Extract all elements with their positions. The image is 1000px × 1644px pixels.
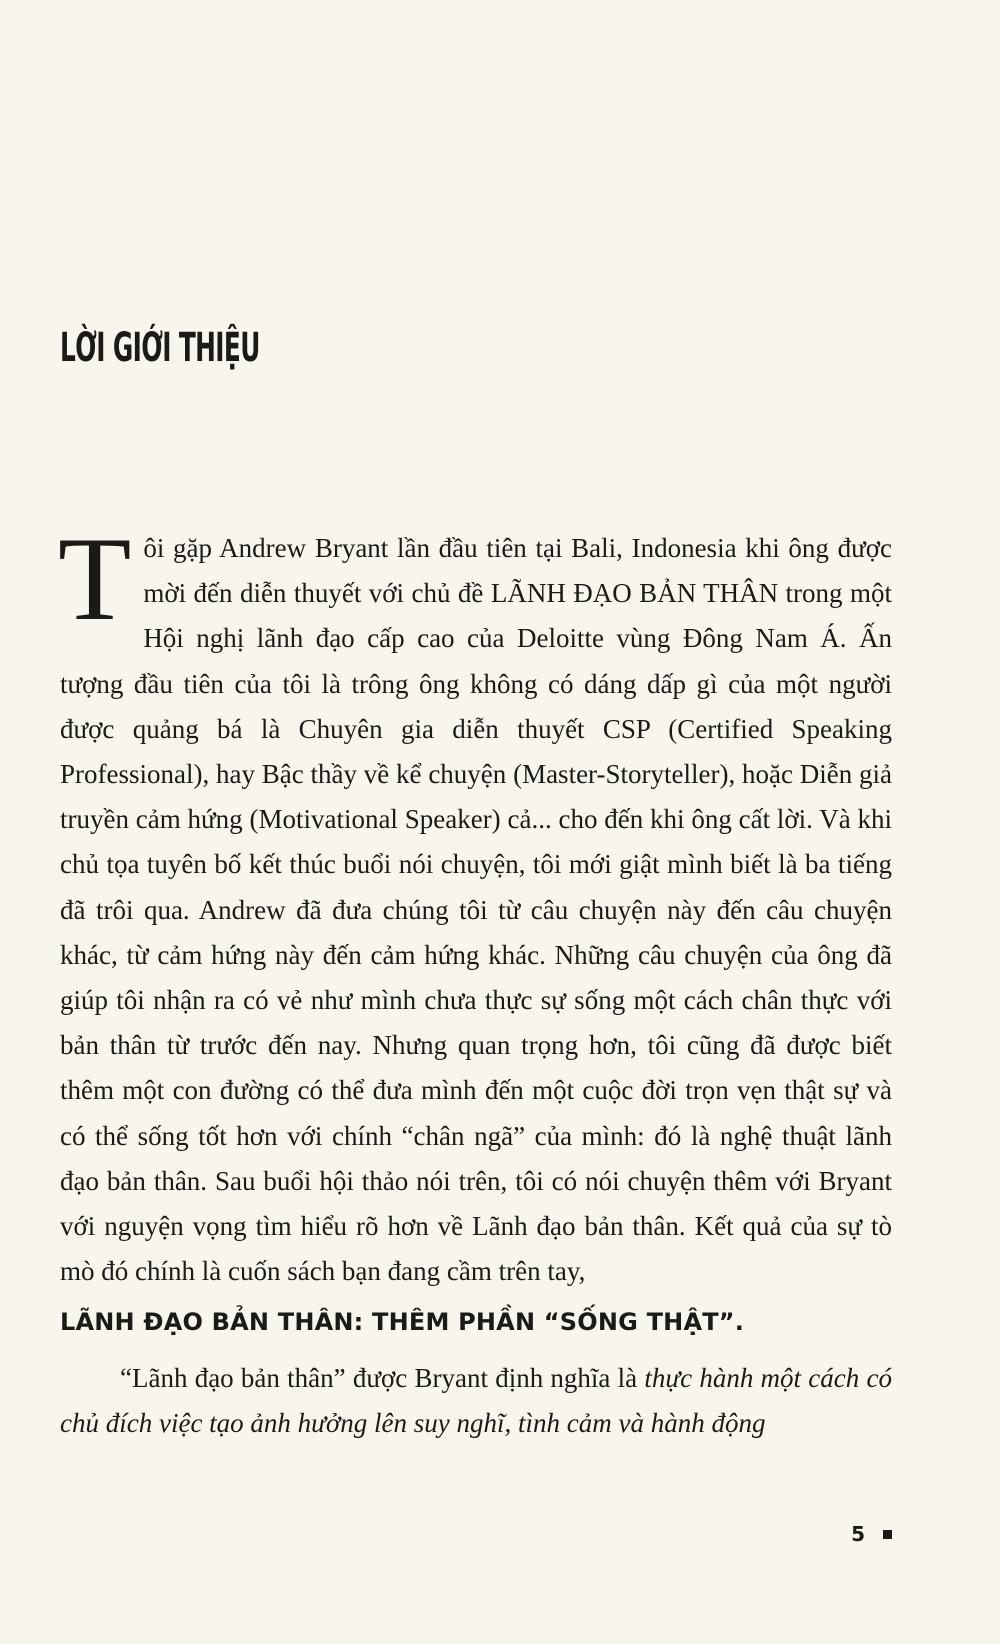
paragraph-2-italic: thực hành một cách có chủ đích việc tạo ảnh hưởng lên suy nghĩ, tình cảm và hành động (60, 1362, 892, 1438)
paragraph-2 (60, 1356, 892, 1446)
book-title-line: LÃNH ĐẠO BẢN THÂN: THÊM PHẦN “SỐNG THẬT”. (60, 1308, 745, 1337)
paragraph-1 (58, 512, 892, 1346)
page-number: 5 (851, 1522, 865, 1546)
body-text (58, 512, 892, 1446)
paragraph-2-lead: “Lãnh đạo bản thân” được Bryant định nghĩa là (120, 1362, 645, 1393)
page-title: LỜI GIỚI THIỆU (60, 324, 260, 371)
drop-cap: T (58, 512, 132, 645)
square-marker-icon (883, 1530, 892, 1539)
paragraph-1-text: ôi gặp Andrew Bryant lần đầu tiên tại Bali, Indonesia khi ông được mời đến diễn thuyết với chủ đề LÃNH ĐẠO BẢN THÂN trong một Hội nghị lãnh đạo cấp cao của Deloitte vùng Đông Nam Á. Ấn tượng đầu tiên của tôi là trông ông không có dáng dấp gì của một người được quảng bá là Chuyên gia diễn thuyết CSP (Certified Speaking Professional), hay Bậc thầy về kể chuyện (Master-Storyteller), hoặc Diễn giả truyền cảm hứng (Motivational Speaker) cả... cho đến khi ông cất lời. Và khi chủ tọa tuyên bố kết thúc buổi nói chuyện, tôi mới giật mình biết là ba tiếng đã trôi qua. Andrew đã đưa chúng tôi từ câu chuyện này đến câu chuyện khác, từ cảm hứng này đến cảm hứng khác. Những câu chuyện của ông đã giúp tôi nhận ra có vẻ như mình chưa thực sự sống một cách chân thực với bản thân từ trước đến nay. Nhưng quan trọng hơn, tôi cũng đã được biết thêm một con đường có thể đưa mình đến một cuộc đời trọn vẹn thật sự và có thể sống tốt hơn với chính “chân ngã” của mình: đó là nghệ thuật lãnh đạo bản thân. Sau buổi hội thảo nói trên, tôi có nói chuyện thêm với Bryant với nguyện vọng tìm hiểu rõ hơn về Lãnh đạo bản thân. Kết quả của sự tò mò đó chính là cuốn sách bạn đang cầm trên tay, (60, 533, 892, 1287)
page-footer (851, 1522, 892, 1546)
